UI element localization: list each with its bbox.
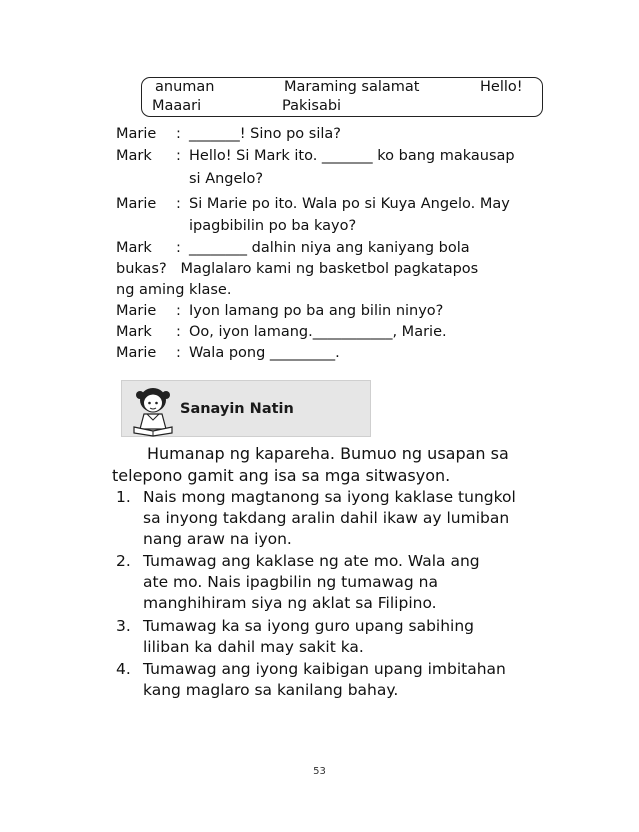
word-box: [141, 77, 543, 117]
section-banner: [121, 380, 371, 437]
instruction-line: telepono gamit ang isa sa mga sitwasyon.: [112, 466, 451, 485]
item-text: Tumawag ang iyong kaibigan upang imbitahan: [143, 660, 506, 678]
word-choice: Maraming salamat: [284, 79, 420, 95]
speaker: Mark: [116, 148, 152, 164]
word-choice: Maaari: [152, 98, 202, 114]
speaker: Marie: [116, 196, 157, 212]
line-text: Wala pong _________.: [189, 345, 340, 361]
colon: :: [176, 240, 181, 256]
item-number: 2.: [116, 552, 131, 570]
line-text: _______! Sino po sila?: [189, 126, 341, 142]
line-text: Hello! Si Mark ito. _______ ko bang makausap: [189, 148, 515, 164]
item-number: 3.: [116, 617, 131, 635]
word-choice: anuman: [155, 79, 215, 95]
line-text: ipagbibilin po ba kayo?: [189, 218, 357, 234]
item-text: liliban ka dahil may sakit ka.: [143, 638, 364, 656]
speaker: Marie: [116, 345, 157, 361]
item-text: Tumawag ka sa iyong guro upang sabihing: [143, 617, 475, 635]
word-choice: Hello!: [480, 79, 523, 95]
line-text: Si Marie po ito. Wala po si Kuya Angelo. May: [189, 196, 510, 212]
banner-title: Sanayin Natin: [180, 401, 294, 417]
item-text: ate mo. Nais ipagbilin ng tumawag na: [143, 573, 438, 591]
speaker: Mark: [116, 240, 152, 256]
item-text: kang maglaro sa kanilang bahay.: [143, 681, 399, 699]
item-text: Nais mong magtanong sa iyong kaklase tungkol: [143, 488, 516, 506]
line-text: bukas? Maglalaro kami ng basketbol pagkatapos: [116, 261, 479, 277]
line-text: si Angelo?: [189, 171, 264, 187]
speaker: Marie: [116, 303, 157, 319]
girl-reading-icon: [128, 383, 178, 437]
word-choice: Pakisabi: [282, 98, 342, 114]
page-number: 53: [313, 766, 326, 777]
item-text: sa inyong takdang aralin dahil ikaw ay lumiban: [143, 509, 510, 527]
speaker: Mark: [116, 324, 152, 340]
colon: :: [176, 196, 181, 212]
item-text: Tumawag ang kaklase ng ate mo. Wala ang: [143, 552, 480, 570]
item-text: manghihiram siya ng aklat sa Filipino.: [143, 594, 437, 612]
line-text: Oo, iyon lamang.___________, Marie.: [189, 324, 447, 340]
instruction-line: Humanap ng kapareha. Bumuo ng usapan sa: [147, 444, 509, 463]
colon: :: [176, 303, 181, 319]
item-text: nang araw na iyon.: [143, 530, 292, 548]
colon: :: [176, 126, 181, 142]
colon: :: [176, 148, 181, 164]
line-text: Iyon lamang po ba ang bilin ninyo?: [189, 303, 444, 319]
line-text: ________ dalhin niya ang kaniyang bola: [189, 240, 470, 256]
speaker: Marie: [116, 126, 157, 142]
item-number: 1.: [116, 488, 131, 506]
line-text: ng aming klase.: [116, 282, 232, 298]
colon: :: [176, 345, 181, 361]
item-number: 4.: [116, 660, 131, 678]
colon: :: [176, 324, 181, 340]
